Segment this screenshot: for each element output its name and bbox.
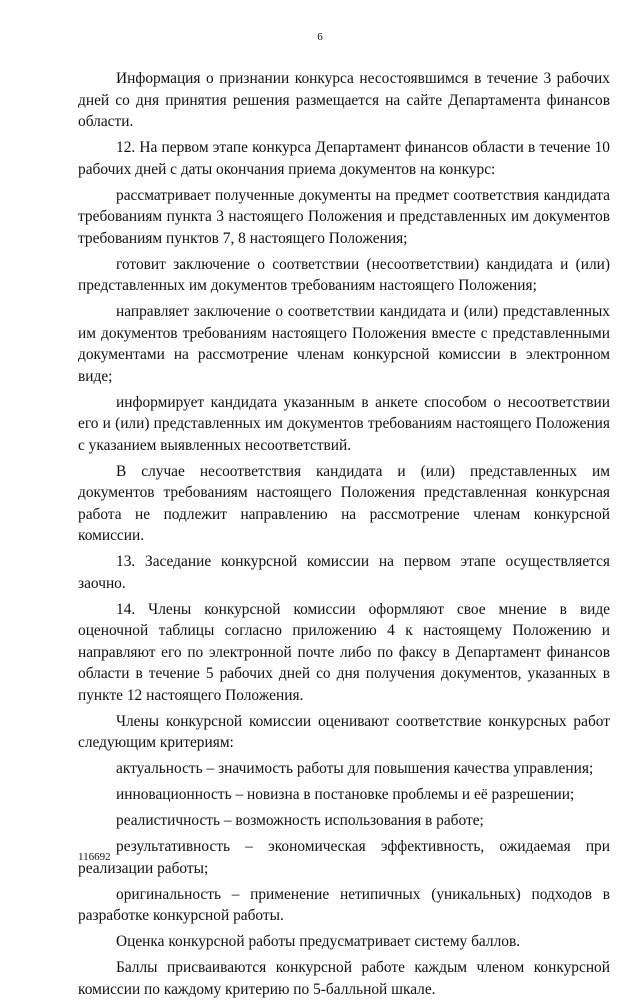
criterion-realism: реалистичность – возможность использования в работе; bbox=[116, 812, 484, 829]
criterion-innovation: инновационность – новизна в постановке проблемы и её разрешении; bbox=[116, 786, 575, 803]
paragraph-item-13: 13. Заседание конкурсной комиссии на первом этапе осуществляется заочно. bbox=[78, 553, 610, 592]
paragraph-informs-candidate: информирует кандидата указанным в анкете способом о несоответствии его и (или) представленных им документов требованиям настоящего Положения с указанием выявленных несоответствий. bbox=[78, 393, 610, 454]
criterion-effectiveness: результативность – экономическая эффективность, ожидаемая при реализации работы; bbox=[78, 838, 610, 877]
page-number: 6 bbox=[317, 31, 323, 43]
document-code: 116692 bbox=[78, 851, 111, 863]
paragraph-sends-conclusion: направляет заключение о соответствии кандидата и (или) представленных им документов требованиям настоящего Положения вместе с представленными документами на рассмотрение членам конкурсной комиссии в электронном виде; bbox=[78, 303, 610, 385]
paragraph-nonconformity-case: В случае несоответствия кандидата и (или) представленных им документов требованиям настоящего Положения представленная конкурсная работа не подлежит направлению на рассмотрение членам конкурсной комиссии. bbox=[78, 462, 610, 544]
paragraph-prepares-conclusion: готовит заключение о соответствии (несоответствии) кандидата и (или) представленных им документов требованиям настоящего Положения; bbox=[78, 255, 610, 294]
paragraph-item-14: 14. Члены конкурсной комиссии оформляют свое мнение в виде оценочной таблицы согласно приложению 4 к настоящему Положению и направляют его по электронной почте либо по факсу в Департамент финансов области в течение 5 рабочих дней со дня получения документов, указанных в пункте 12 настоящего Положения. bbox=[78, 600, 610, 704]
paragraph-reviews-documents: рассматривает полученные документы на предмет соответствия кандидата требованиям пункта 3 настоящего Положения и представленных им документов требованиям пунктов 7, 8 настоящего Положения; bbox=[78, 186, 610, 247]
paragraph-points-system: Оценка конкурсной работы предусматривает систему баллов. bbox=[116, 933, 521, 950]
body-text bbox=[78, 68, 610, 1000]
paragraph-criteria-intro: Члены конкурсной комиссии оценивают соответствие конкурсных работ следующим критериям: bbox=[78, 712, 610, 751]
criterion-originality: оригинальность – применение нетипичных (уникальных) подходов в разработке конкурсной работы. bbox=[78, 885, 610, 924]
paragraph-item-12: 12. На первом этапе конкурса Департамент финансов области в течение 10 рабочих дней с даты окончания приема документов на конкурс: bbox=[78, 139, 610, 178]
criterion-relevance: актуальность – значимость работы для повышения качества управления; bbox=[116, 760, 594, 777]
paragraph-points-scale: Баллы присваиваются конкурсной работе каждым членом конкурсной комиссии по каждому критерию по 5-балльной шкале. bbox=[78, 959, 610, 998]
paragraph-failed-contest-info: Информация о признании конкурса несостоявшимся в течение 3 рабочих дней со дня принятия решения размещается на сайте Департамента финансов области. bbox=[78, 70, 610, 130]
